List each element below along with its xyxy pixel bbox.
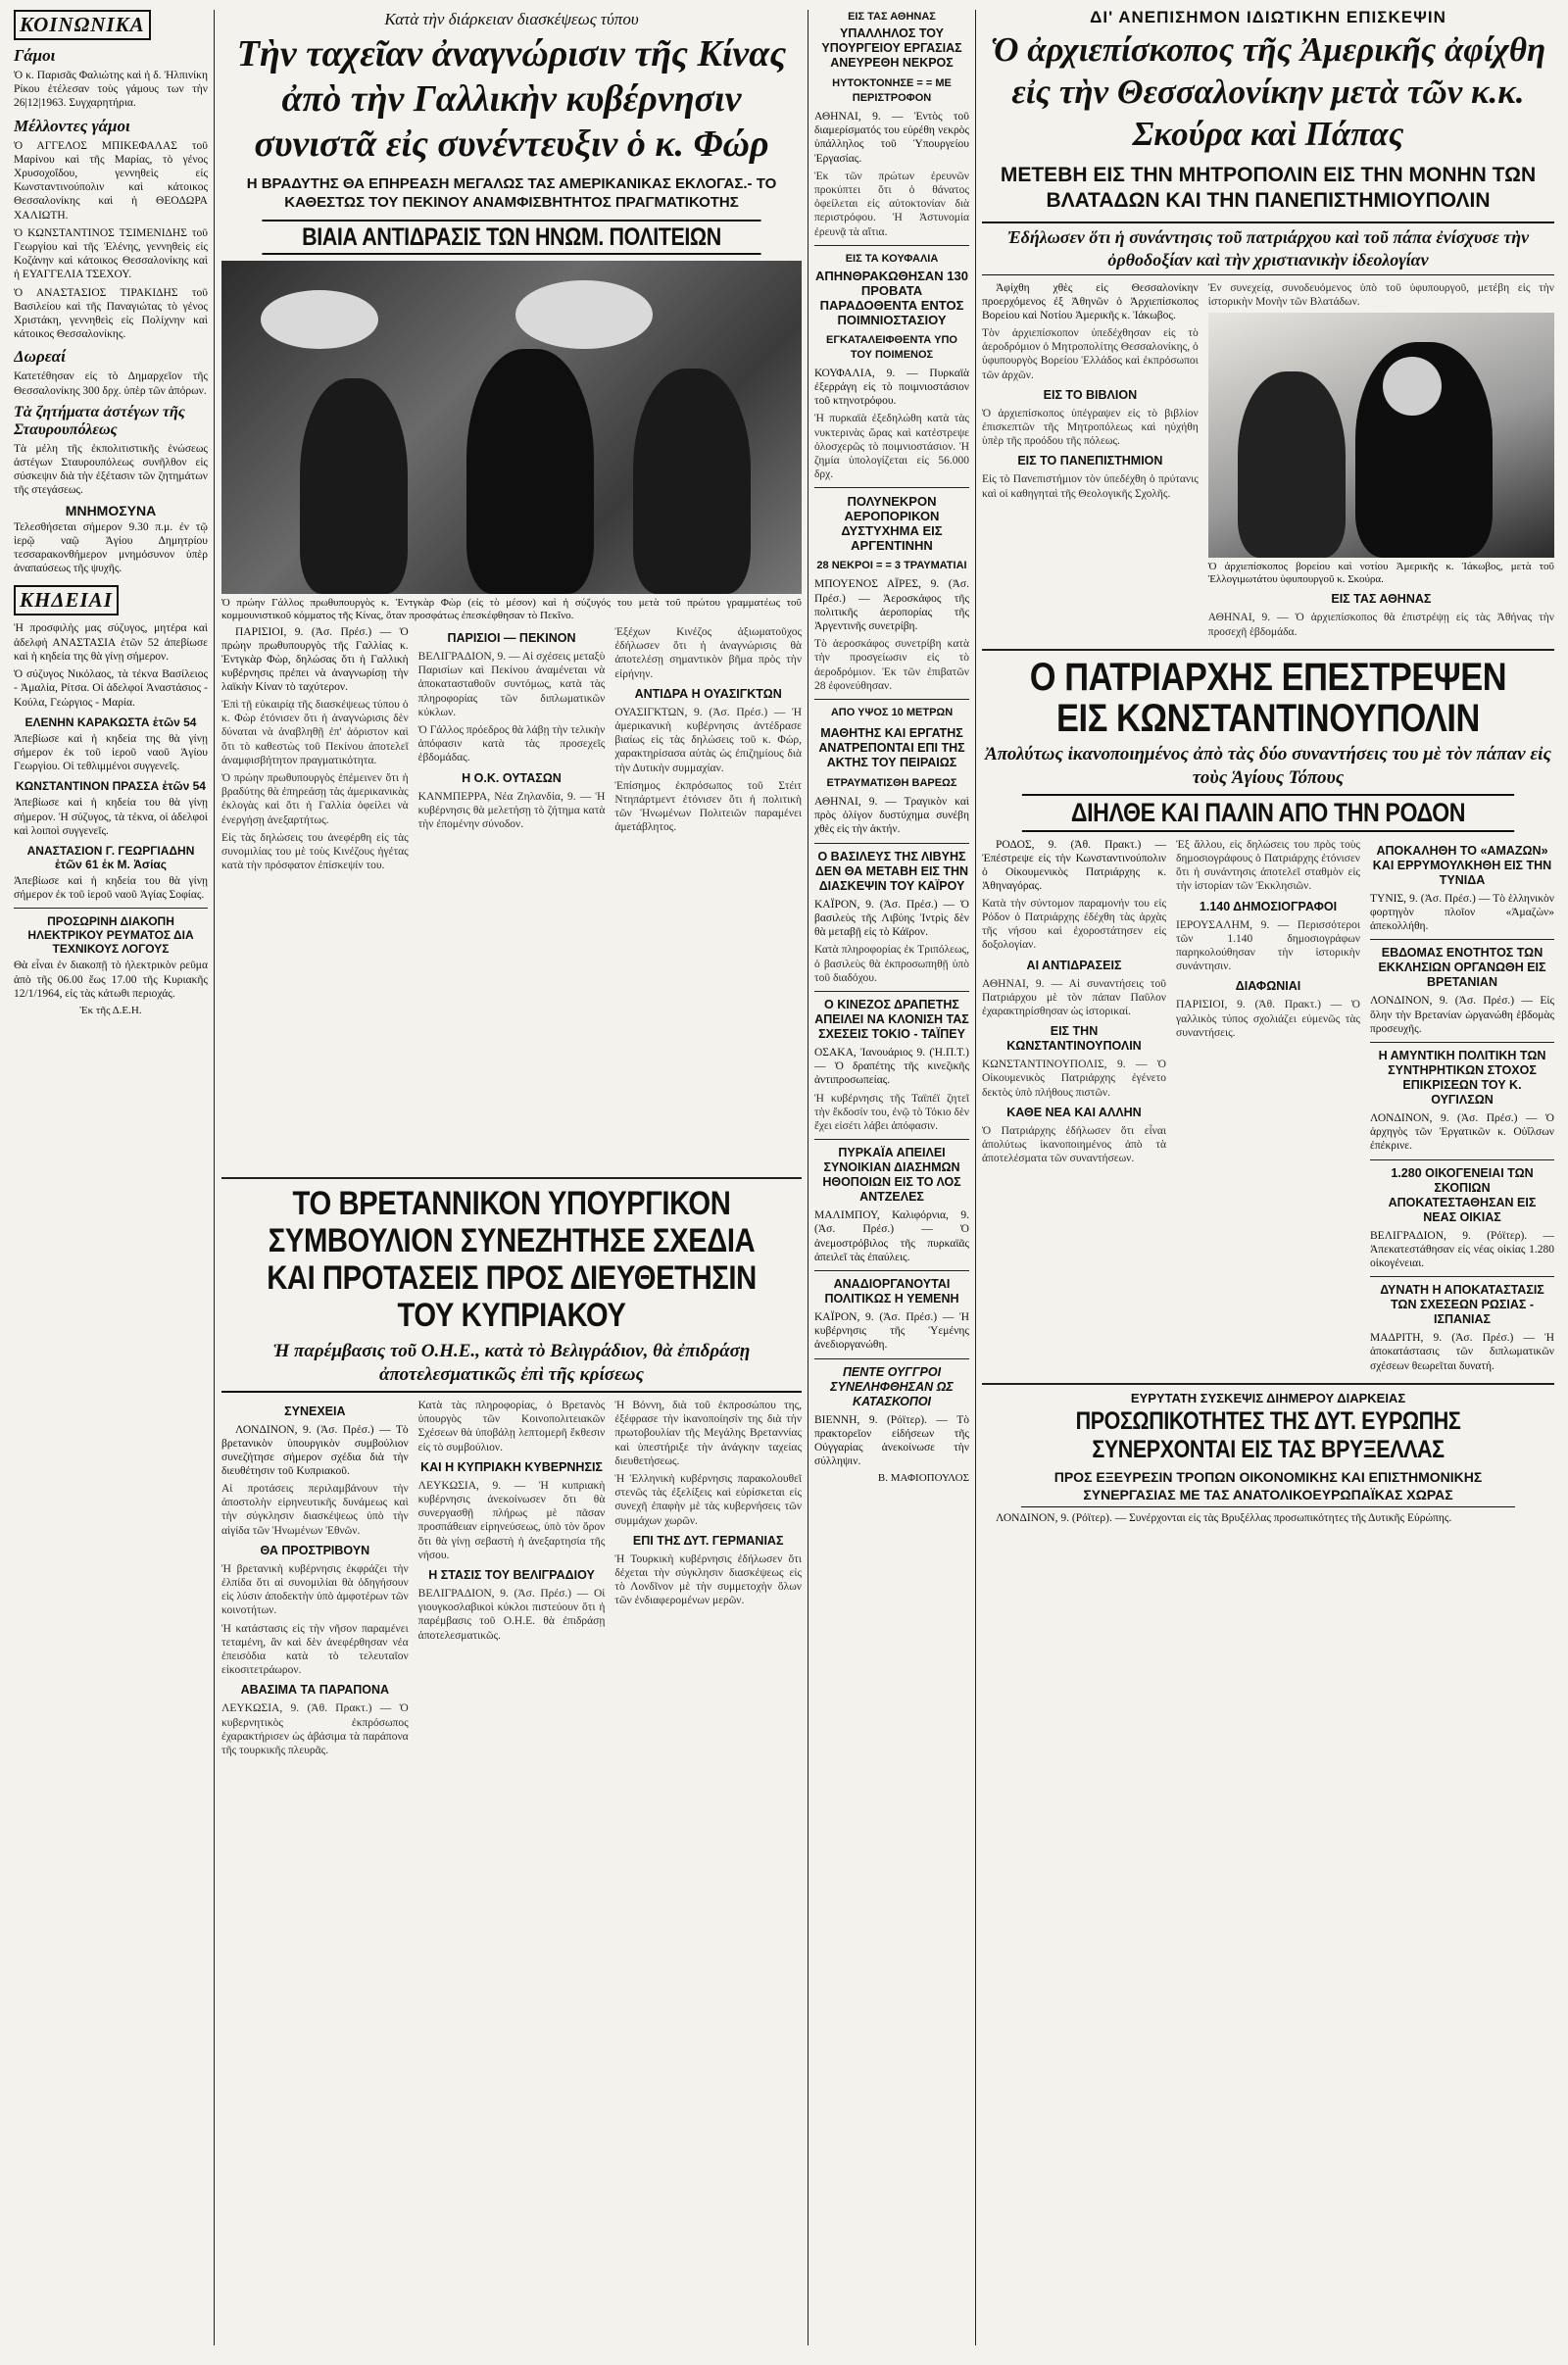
heading-athinai: ΕΙΣ ΤΑΣ ΑΘΗΝΑΣ [1331, 592, 1432, 607]
section-title-social: ΚΟΙΝΩΝΙΚΑ [14, 10, 151, 40]
amyntiki-headline: Η ΑΜΥΝΤΙΚΗ ΠΟΛΙΤΙΚΗ ΤΩΝ ΣΥΝΤΗΡΗΤΙΚΩΝ ΣΤΟΧΟΣ ΕΠΙΚΡΙΣΕΩΝ ΤΟΥ Κ. ΟΥΓΙΛΣΩΝ [1378, 1049, 1546, 1108]
cyprus-col-c: Ἡ Βόννη, διὰ τοῦ ἐκπροσώπου της, ἐξέφρασε τὴν ἱκανοποίησίν της διὰ τὴν πρωτοβουλίαν τῆς Μεγάλης Βρεταννίας καὶ ὑπεστήριξε τὴν ἀνάγκην ταχείας διευθετήσεως. Ἡ Ἑλληνικὴ κυβέρνησις παρακολουθεῖ στενῶς τὰς ἐξελίξεις καὶ εὑρίσκεται εἰς συνεχῆ ἐπαφὴν μὲ τὰς κυβερνήσεις τῶν συμμάχων χωρῶν. ΕΠΙ ΤΗΣ ΔΥΤ. ΓΕΡΜΑΝΙΑΣ Ἡ Τουρκικὴ κυβέρνησις ἐδήλωσεν ὅτι δέχεται τὴν σύγκλησιν διασκέψεως εἰς τὸ Λονδῖνον μὲ τὴν συμμετοχὴν ὅλων τῶν ἐνδιαφερομένων μερῶν. [614, 1400, 802, 1607]
heading-electric: ΠΡΟΣΩΡΙΝΗ ΔΙΑΚΟΠΗ ΗΛΕΚΤΡΙΚΟΥ ΡΕΥΜΑΤΟΣ ΔΙΑ ΤΕΧΝΙΚΟΥΣ ΛΟΓΟΥΣ [27, 914, 194, 957]
amazon-paragraph: ΤΥΝΙΣ, 9. (Ἀσ. Πρέσ.) — Τὸ ἑλληνικὸν φορτηγὸν πλοῖον «Ἀμαζὼν» ἀπεκολλήθη. [1370, 892, 1554, 933]
russia-paragraph: ΜΑΔΡΙΤΗ, 9. (Ἀσ. Πρέσ.) — Ἡ ἀποκατάστασις τῶν διπλωματικῶν σχέσεων θεωρεῖται δυνατή. [1370, 1332, 1554, 1372]
amyntiki-paragraph: ΛΟΝΔΙΝΟΝ, 9. (Ἀσ. Πρέσ.) — Ὁ ἀρχηγὸς τῶν Ἐργατικῶν κ. Οὐΐλσων ἐπέκρινε. [1370, 1112, 1554, 1153]
church-col-a: Ἀφίχθη χθὲς εἰς Θεσσαλονίκην προερχόμενος ἐξ Ἀθηνῶν ὁ Ἀρχιεπίσκοπος Βορείου καὶ Νοτίου Ἀμερικῆς κ. Ἰάκωβος. Τὸν ἀρχιεπίσκοπον ὑπεδέχθησαν εἰς τὸ ἀεροδρόμιον ὁ Μητροπολίτης Θεσσαλονίκης, ὁ ὑφυπουργὸς Βορείου Ἑλλάδος καὶ ἐκπρόσωποι τῶν ἀρχῶν. ΕΙΣ ΤΟ ΒΙΒΛΙΟΝ Ὁ ἀρχιεπίσκοπος ὑπέγραψεν εἰς τὸ βιβλίον ἐπισκεπτῶν τῆς Μητροπόλεως καὶ ηὐχήθη ὑπὲρ τῆς προόδου τῆς πόλεως. ΕΙΣ ΤΟ ΠΑΝΕΠΙΣΤΗΜΙΟΝ Εἰς τὸ Πανεπιστήμιον τὸν ὑπεδέχθη ὁ πρύτανις καὶ οἱ καθηγηταὶ τῆς Θεολογικῆς Σχολῆς. [982, 282, 1199, 500]
china-col-b: ΠΑΡΙΣΙΟΙ — ΠΕΚΙΝΟΝ ΒΕΛΙΓΡΑΔΙΟΝ, 9. — Αἱ σχέσεις μεταξὺ Παρισίων καὶ Πεκίνου ἀναμένεται νὰ ἀποκατασταθοῦν συντόμως, κατὰ τὰς πληροφορίας τῶν διπλωματικῶν κύκλων. Ὁ Γάλλος πρόεδρος θὰ λάβῃ τὴν τελικὴν ἀπόφασιν κατὰ τὰς προσεχεῖς ἑβδομάδας. Η Ο.Κ. ΟΥΤΑΣΩΝ ΚΑΝΜΠΕΡΡΑ, Νέα Ζηλανδία, 9. — Ἡ κυβέρνησις θὰ μελετήσῃ τὸ ζήτημα κατὰ τὴν ἐπομένην σύνοδον. [417, 631, 606, 831]
heading-stavroupolis: Τὰ ζητήματα ἀστέγων τῆς Σταυρουπόλεως [14, 403, 185, 438]
brief-subhead: ΕΤΡΑΥΜΑΤΙΣΘΗ ΒΑΡΕΩΣ [826, 777, 957, 790]
social-paragraph: Ὁ ΑΓΓΕΛΟΣ ΜΠΙΚΕΦΑΛΑΣ τοῦ Μαρίνου καὶ τῆς Μαρίας, τὸ γένος Χρυσοχοΐδου, γεννηθεὶς εἰς Κωνσταντινούπολιν καὶ κάτοικος Θεσσαλονίκης καὶ ἡ ΘΕΟΔΩΡΑ ΧΑΛΙΩΤΗ. [14, 139, 208, 222]
archbishop-photo-caption: Ὁ ἀρχιεπίσκοπος βορείου καὶ νοτίου Ἀμερικῆς κ. Ἰάκωβος, μετὰ τοῦ Ἐλλογιμωτάτου ὑφυπουργοῦ κ. Σκούρα. [1207, 561, 1554, 586]
divider [1370, 939, 1554, 940]
column-china-story [221, 10, 802, 1161]
heading-ottawa: Η Ο.Κ. ΟΥΤΑΣΩΝ [462, 770, 562, 785]
social-paragraph: Τὰ μέλη τῆς ἐκπολιτιστικῆς ἑνώσεως ἀστέγων Σταυρουπόλεως συνῆλθον εἰς σύσκεψιν διὰ τὴν ἐξέτασιν τῶν ζητημάτων τῆς στεγάσεως. [14, 442, 208, 497]
brief-subhead: 28 ΝΕΚΡΟΙ = = 3 ΤΡΑΥΜΑΤΙΑΙ [816, 560, 967, 572]
heading-dorea: Δωρεαί [14, 347, 66, 367]
heading-gamoi: Γάμοι [14, 46, 56, 65]
funeral-name: ΚΩΝΣΤΑΝΤΙΝΟΝ ΠΡΑΣΣΑ ἐτῶν 54 [16, 779, 206, 794]
funeral-name: ΑΝΑΣΤΑΣΙΟΝ Γ. ΓΕΩΡΓΙΑΔΗΝ ἐτῶν 61 ἐκ Μ. Ἀσίας [26, 843, 195, 871]
brief-paragraph: ΚΑΪΡΟΝ, 9. (Ἀσ. Πρέσ.) — Ὁ βασιλεὺς τῆς Λιβύης Ἰντρὶς δὲν θὰ μεταβῇ εἰς τὸ Κάϊρον. [814, 898, 969, 939]
brief-paragraph: ΜΑΛΙΜΠΟΥ, Καλιφόρνια, 9. (Ἀσ. Πρέσ.) — Ὁ ἀνεμοστρόβιλος τῆς πυρκαϊᾶς ἀπειλεῖ τὰς ἐπαύλεις. [814, 1209, 969, 1263]
column-church-story [982, 10, 1554, 2345]
signature: Β. ΜΑΦΙΟΠΟΥΛΟΣ [877, 1472, 969, 1485]
brief-headline: ΜΑΘΗΤΗΣ ΚΑΙ ΕΡΓΑΤΗΣ ΑΝΑΤΡΕΠΟΝΤΑΙ ΕΠΙ ΤΗΣ ΑΚΤΗΣ ΤΟΥ ΠΕΙΡΑΙΩΣ [818, 726, 965, 770]
brief-paragraph: ΑΘΗΝΑΙ, 9. — Ἐντὸς τοῦ διαμερίσματός του εὑρέθη νεκρὸς ὑπάλληλος τοῦ Ὑπουργείου Ἐργασίας. [814, 111, 969, 165]
divider [814, 699, 969, 700]
funeral-paragraph: Ὁ σύζυγος Νικόλαος, τὰ τέκνα Βασίλειος - Ἀμαλία, Ρίτσα. Οἱ ἀδελφοί Ἀναστάσιος - Κούλα, Γεώργιος - Μαρία. [14, 668, 208, 709]
social-paragraph: Τελεσθήσεται σήμερον 9.30 π.μ. ἐν τῷ ἱερῷ ναῷ Ἁγίου Δημητρίου τεσσαρακονθήμερον μνημόσυνον ὑπὲρ ἀναπαύσεως τῆς ψυχῆς. [14, 520, 208, 575]
china-dateline: ΠΑΡΙΣΙΟΙ, 9. (Ἀσ. Πρέσ.) — Ὁ πρώην πρωθυπουργὸς τῆς Γαλλίας κ. Ἐντγκὰρ Φὼρ, δηλώσας ὅτι ἡ Γαλλικὴ κυβέρνησις πρέπει νὰ ἀναγνωρίσῃ τὴν λαϊκὴν Κίναν τὸ ταχύτερον. [221, 626, 409, 693]
amazon-headline: ΑΠΟΚΑΛΗΘΗ ΤΟ «ΑΜΑΖΩΝ» ΚΑΙ ΕΡΡΥΜΟΥΛΚΗΘΗ ΕΙΣ ΤΗΝ ΤΥΝΙΔΑ [1372, 843, 1552, 887]
enotis-headline: ΕΒΔΟΜΑΣ ΕΝΟΤΗΤΟΣ ΤΩΝ ΕΚΚΛΗΣΙΩΝ ΟΡΓΑΝΩΘΗ ΕΙΣ ΒΡΕΤΑΝΙΑΝ [1378, 946, 1546, 990]
enotis-paragraph: ΛΟΝΔΙΝΟΝ, 9. (Ἀσ. Πρέσ.) — Εἰς ὅλην τὴν Βρετανίαν ὠργανώθη ἑβδομὰς προσευχῆς. [1370, 995, 1554, 1035]
divider [814, 245, 969, 246]
divider [814, 1139, 969, 1140]
heading-peking: ΠΑΡΙΣΙΟΙ — ΠΕΚΙΝΟΝ [447, 631, 576, 645]
brief-subhead: ΕΓΚΑΤΑΛΕΙΦΘΕΝΤΑ ΥΠΟ ΤΟΥ ΠΟΙΜΕΝΟΣ [826, 333, 957, 361]
heading-antidraseis: ΑΙ ΑΝΤΙΔΡΑΣΕΙΣ [1026, 958, 1122, 972]
heading-konst: ΕΙΣ ΤΗΝ ΚΩΝΣΤΑΝΤΙΝΟΥΠΟΛΙΝ [1006, 1024, 1142, 1054]
brief-paragraph: ΜΠΟΥΕΝΟΣ ΑΪΡΕΣ, 9. (Ἀσ. Πρέσ.) — Ἀεροσκάφος τῆς πολιτικῆς ἀεροπορίας τῆς Ἀργεντινῆς συνετρίβη. [814, 578, 969, 633]
families-paragraph: ΒΕΛΙΓΡΑΔΙΟΝ, 9. (Ρόϊτερ). — Ἀπεκατεστάθησαν εἰς νέας οἰκίας 1.280 οἰκογένειαι. [1370, 1229, 1554, 1270]
archbishop-deck: Ἐδήλωσεν ὅτι ἡ συνάντησις τοῦ πατριάρχου καὶ τοῦ πάπα ἐνίσχυσε τὴν ὀρθοδοξίαν καὶ τὴν χριστιανικὴν ἰδεολογίαν [982, 222, 1554, 275]
brief-paragraph: ΚΑΪΡΟΝ, 9. (Ἀσ. Πρέσ.) — Ἡ κυβέρνησις τῆς Ὑεμένης ἀνεδιοργανώθη. [814, 1310, 969, 1352]
brief-headline: ΥΠΑΛΛΗΛΟΣ ΤΟΥ ΥΠΟΥΡΓΕΙΟΥ ΕΡΓΑΣΙΑΣ ΑΝΕΥΡΕΘΗ ΝΕΚΡΟΣ [821, 26, 962, 70]
archbishop-kicker: ΔΙ' ΑΝΕΠΙΣΗΜΟΝ ΙΔΙΩΤΙΚΗΝ ΕΠΙΣΚΕΨΙΝ [1090, 10, 1446, 26]
archbishop-photo [1208, 313, 1554, 558]
cyprus-dateline: ΛΟΝΔΙΝΟΝ, 9. (Ἀσ. Πρέσ.) — Τὸ βρετανικὸν ὑπουργικὸν συμβούλιον συνεζήτησε σήμερον σχέδια διὰ τὴν διευθέτησιν τοῦ Κυπριακοῦ. [221, 1424, 409, 1477]
column-briefs: ΕΙΣ ΤΑΣ ΑΘΗΝΑΣ ΥΠΑΛΛΗΛΟΣ ΤΟΥ ΥΠΟΥΡΓΕΙΟΥ ΕΡΓΑΣΙΑΣ ΑΝΕΥΡΕΘΗ ΝΕΚΡΟΣ ΗΥΤΟΚΤΟΝΗΣΕ = = ΜΕ ΠΕΡΙΣΤΡΟΦΟΝ ΑΘΗΝΑΙ, 9. — Ἐντὸς τοῦ διαμερίσματός του εὑρέθη νεκρὸς ὑπάλληλος τοῦ Ὑπουργείου Ἐργασίας. Ἐκ τῶν πρώτων ἐρευνῶν προκύπτει ὅτι ὁ θάνατος ὀφείλεται εἰς αὐτοκτονίαν διὰ περιστρόφου. Ἡ Ἀστυνομία ἐρευνᾷ τὰ αἴτια. ΕΙΣ ΤΑ ΚΟΥΦΑΛΙΑ ΑΠΗΝΘΡΑΚΩΘΗΣΑΝ 130 ΠΡΟΒΑΤΑ ΠΑΡΑΔΟΘΕΝΤΑ ΕΝΤΟΣ ΠΟΙΜΝΙΟΣΤΑΣΙΟΥ ΕΓΚΑΤΑΛΕΙΦΘΕΝΤΑ ΥΠΟ ΤΟΥ ΠΟΙΜΕΝΟΣ ΚΟΥΦΑΛΙΑ, 9. — Πυρκαϊὰ ἐξερράγη εἰς τὸ ποιμνιοστάσιον τοῦ κτηνοτρόφου. Ἡ πυρκαϊὰ ἐξεδηλώθη κατὰ τὰς νυκτερινὰς ὥρας καὶ κατέστρεψε ὁλοσχερῶς τὸ ποιμνιοστάσιον. Ἡ ζημία ὑπολογίζεται εἰς 56.000 δρχ. ΠΟΛΥΝΕΚΡΟΝ ΑΕΡΟΠΟΡΙΚΟΝ ΔΥΣΤΥΧΗΜΑ ΕΙΣ ΑΡΓΕΝΤΙΝΗΝ 28 ΝΕΚΡΟΙ = = 3 ΤΡΑΥΜΑΤΙΑΙ ΜΠΟΥΕΝΟΣ ΑΪΡΕΣ, 9. (Ἀσ. Πρέσ.) — Ἀεροσκάφος τῆς πολιτικῆς ἀεροπορίας τῆς Ἀργεντινῆς συνετρίβη. Τὸ ἀεροσκάφος συνετρίβη κατὰ τὴν προσγείωσιν εἰς τὸ ἀεροδρόμιον. Ἐκ τῶν ἐπιβατῶν 28 ἐφονεύθησαν. ΑΠΟ ΥΨΟΣ 10 ΜΕΤΡΩΝ ΜΑΘΗΤΗΣ ΚΑΙ ΕΡΓΑΤΗΣ ΑΝΑΤΡΕΠΟΝΤΑΙ ΕΠΙ ΤΗΣ ΑΚΤΗΣ ΤΟΥ ΠΕΙΡΑΙΩΣ ΕΤΡΑΥΜΑΤΙΣΘΗ ΒΑΡΕΩΣ ΑΘΗΝΑΙ, 9. — Τραγικὸν καὶ πρὸς ὀλίγον δυστύχημα συνέβη χθὲς εἰς τὴν ἀκτήν. Ο ΒΑΣΙΛΕΥΣ ΤΗΣ ΛΙΒΥΗΣ ΔΕΝ ΘΑ ΜΕΤΑΒΗ ΕΙΣ ΤΗΝ ΔΙΑΣΚΕΨΙΝ ΤΟΥ ΚΑΪΡΟΥ ΚΑΪΡΟΝ, 9. (Ἀσ. Πρέσ.) — Ὁ βασιλεὺς τῆς Λιβύης Ἰντρὶς δὲν θὰ μεταβῇ εἰς τὸ Κάϊρον. Κατὰ πληροφορίας ἐκ Τριπόλεως, ὁ βασιλεὺς θὰ ἐκπροσωπηθῇ ὑπὸ τοῦ διαδόχου. Ο ΚΙΝΕΖΟΣ ΔΡΑΠΕΤΗΣ ΑΠΕΙΛΕΙ ΝΑ ΚΛΟΝΙΣΗ ΤΑΣ ΣΧΕΣΕΙΣ ΤΟΚΙΟ - ΤΑΪΠΕΥ ΟΣΑΚΑ, Ἰανουάριος 9. (Ἡ.Π.Τ.) — Ὁ δραπέτης τῆς κινεζικῆς ἀντιπροσωπείας. Ἡ κυβέρνησις τῆς Ταϊπέϊ ζητεῖ τὴν ἔκδοσίν του, ἐνῷ τὸ Τόκιο δὲν ἔχει εἰσέτι λάβει ἀπόφασιν. ΠΥΡΚΑΪΑ ΑΠΕΙΛΕΙ ΣΥΝΟΙΚΙΑΝ ΔΙΑΣΗΜΩΝ ΗΘΟΠΟΙΩΝ ΕΙΣ ΤΟ ΛΟΣ ΑΝΤΖΕΛΕΣ ΜΑΛΙΜΠΟΥ, Καλιφόρνια, 9. (Ἀσ. Πρέσ.) — Ὁ ἀνεμοστρόβιλος τῆς πυρκαϊᾶς ἀπειλεῖ τὰς ἐπαύλεις. ΑΝΑΔΙΟΡΓΑΝΟΥΤΑΙ ΠΟΛΙΤΙΚΩΣ Η ΥΕΜΕΝΗ ΚΑΪΡΟΝ, 9. (Ἀσ. Πρέσ.) — Ἡ κυβέρνησις τῆς Ὑεμένης ἀνεδιοργανώθη. ΠΕΝΤΕ ΟΥΓΓΡΟΙ ΣΥΝΕΛΗΦΘΗΣΑΝ ΩΣ ΚΑΤΑΣΚΟΠΟΙ ΒΙΕΝΝΗ, 9. (Ρόϊτερ). — Τὸ πρακτορεῖον εἰδήσεων τῆς Οὐγγαρίας ἀνεκοίνωσε τὴν σύλληψιν. Β. ΜΑΦΙΟΠΟΥΛΟΣ [814, 11, 969, 1485]
heading-washington: ΑΝΤΙΔΡΑ Η ΟΥΑΣΙΓΚΤΩΝ [634, 686, 782, 701]
china-col-a: ΠΑΡΙΣΙΟΙ, 9. (Ἀσ. Πρέσ.) — Ὁ πρώην πρωθυπουργὸς τῆς Γαλλίας κ. Ἐντγκὰρ Φὼρ, δηλώσας ὅτι ἡ Γαλλικὴ κυβέρνησις πρέπει νὰ ἀναγνωρίσῃ τὴν λαϊκὴν Κίναν τὸ ταχύτερον. Ἐπὶ τῇ εὐκαιρίᾳ τῆς διασκέψεως τύπου ὁ κ. Φὼρ ἐτόνισεν ὅτι ἡ ἀναγνώρισις δὲν δύναται νὰ ἀναβληθῇ ἐπ' ἀόριστον καὶ ὅτι τὸ καθεστὼς τοῦ Πεκίνου ἀποτελεῖ ἀναμφισβήτητον πραγματικότητα. Ὁ πρώην πρωθυπουργὸς ἐπέμεινεν ὅτι ἡ βραδύτης θὰ ἐπηρεάσῃ τὰς ἀμερικανικὰς ἐκλογὰς καὶ ὅτι ἡ Γαλλία ὀφείλει νὰ ἐνεργήσῃ ἀνεξαρτήτως. Εἰς τὰς δηλώσεις του ἀνεφέρθη εἰς τὰς συνομιλίας του μὲ τοὺς Κινέζους ἡγέτας κατὰ τὴν πρόσφατον ἐπίσκεψίν του. [221, 626, 409, 872]
europe-kicker: ΕΥΡΥΤΑΤΗ ΣΥΣΚΕΨΙΣ ΔΙΗΜΕΡΟΥ ΔΙΑΡΚΕΙΑΣ [1130, 1390, 1406, 1405]
archbishop-paragraph: Ἀφίχθη χθὲς εἰς Θεσσαλονίκην προερχόμενος ἐξ Ἀθηνῶν ὁ Ἀρχιεπίσκοπος Βορείου καὶ Νοτίου Ἀμερικῆς κ. Ἰάκωβος. [982, 282, 1199, 321]
china-headline: Τὴν ταχεῖαν ἀναγνώρισιν τῆς Κίνας ἀπὸ τὴν Γαλλικὴν κυβέρνησιν συνιστᾶ εἰς συνέντευξιν ὁ κ. Φώρ [236, 33, 787, 165]
heading-allin: ΚΑΘΕ ΝΕΑ ΚΑΙ ΑΛΛΗΝ [1006, 1105, 1142, 1119]
social-paragraph: Ὁ ΚΩΝΣΤΑΝΤΙΝΟΣ ΤΣΙΜΕΝΙΔΗΣ τοῦ Γεωργίου καὶ τῆς Ἑλένης, γεννηθεὶς εἰς Κοζάνην καὶ κάτοικος Θεσσαλονίκης καὶ ἡ ΕΥΑΓΓΕΛΙΑ ΤΣΕΧΟΥ. [14, 226, 208, 281]
column-cyprus-story [221, 1171, 802, 2345]
social-paragraph: Κατετέθησαν εἰς τὸ Δημαρχεῖον τῆς Θεσσαλονίκης 300 δρχ. ὑπὲρ τῶν ἀπόρων. [14, 370, 208, 397]
heading-synexeia: ΣΥΝΕΧΕΙΑ [284, 1404, 346, 1418]
divider [221, 1177, 802, 1179]
brief-kicker: ΕΙΣ ΤΑ ΚΟΥΦΑΛΙΑ [845, 252, 939, 265]
heading-avasima: ΑΒΑΣΙΜΑ ΤΑ ΠΑΡΑΠΟΝΑ [240, 1683, 390, 1698]
heading-stasi: Η ΣΤΑΣΙΣ ΤΟΥ ΒΕΛΙΓΡΑΔΙΟΥ [428, 1568, 595, 1583]
brief-kicker: ΕΙΣ ΤΑΣ ΑΘΗΝΑΣ [848, 11, 936, 23]
cyprus-col-b: Κατὰ τὰς πληροφορίας, ὁ Βρετανὸς ὑπουργὸς τῶν Κοινοπολιτειακῶν Σχέσεων θὰ ὑποβάλῃ λεπτομερῆ ἔκθεσιν εἰς τὸ συμβούλιον. ΚΑΙ Η ΚΥΠΡΙΑΚΗ ΚΥΒΕΡΝΗΣΙΣ ΛΕΥΚΩΣΙΑ, 9. — Ἡ κυπριακὴ κυβέρνησις ἀνεκοίνωσεν ὅτι θὰ συνεργασθῇ πλήρως μὲ πᾶσαν προσπάθειαν εἰρηνεύσεως, ὑπὸ τὸν ὅρον ὅτι θὰ γίνῃ σεβαστὴ ἡ ἀνεξαρτησία τῆς νήσου. Η ΣΤΑΣΙΣ ΤΟΥ ΒΕΛΙΓΡΑΔΙΟΥ ΒΕΛΙΓΡΑΔΙΟΝ, 9. (Ἀσ. Πρέσ.) — Οἱ γιουγκοσλαβικοὶ κύκλοι πιστεύουν ὅτι ἡ παρέμβασις τοῦ Ο.Η.Ε. θὰ ἐπιδράσῃ ἀποτελεσματικῶς. [417, 1400, 606, 1642]
divider [814, 1270, 969, 1271]
patriarch-paragraph: ΡΟΔΟΣ, 9. (Ἀθ. Πρακτ.) — Ἐπέστρεψε εἰς τὴν Κωνσταντινούπολιν ὁ Οἰκουμενικὸς Πατριάρχης κ. Ἀθηναγόρας. [982, 838, 1166, 892]
heading-kyvernisi: ΚΑΙ Η ΚΥΠΡΙΑΚΗ ΚΥΒΕΡΝΗΣΙΣ [420, 1459, 603, 1474]
brief-headline: ΠΥΡΚΑΪΑ ΑΠΕΙΛΕΙ ΣΥΝΟΙΚΙΑΝ ΔΙΑΣΗΜΩΝ ΗΘΟΠΟΙΩΝ ΕΙΣ ΤΟ ΛΟΣ ΑΝΤΖΕΛΕΣ [822, 1146, 961, 1205]
brief-headline: ΠΕΝΤΕ ΟΥΓΓΡΟΙ ΣΥΝΕΛΗΦΘΗΣΑΝ ΩΣ ΚΑΤΑΣΚΟΠΟΙ [830, 1364, 954, 1408]
brief-paragraph: ΑΘΗΝΑΙ, 9. — Τραγικὸν καὶ πρὸς ὀλίγον δυστύχημα συνέβη χθὲς εἰς τὴν ἀκτήν. [814, 796, 969, 836]
brief-kicker: ΑΠΟ ΥΨΟΣ 10 ΜΕΤΡΩΝ [830, 707, 954, 719]
foreign-col [1370, 838, 1554, 1377]
divider [982, 1383, 1554, 1385]
heading-panepistimio: ΕΙΣ ΤΟ ΠΑΝΕΠΙΣΤΗΜΙΟΝ [1017, 454, 1163, 468]
divider [814, 487, 969, 488]
families-headline: 1.280 ΟΙΚΟΓΕΝΕΙΑΙ ΤΩΝ ΣΚΟΠΙΩΝ ΑΠΟΚΑΤΕΣΤΑΘΗΣΑΝ ΕΙΣ ΝΕΑΣ ΟΙΚΙΑΣ [1388, 1165, 1537, 1224]
brief-headline: Ο ΚΙΝΕΖΟΣ ΔΡΑΠΕΤΗΣ ΑΠΕΙΛΕΙ ΝΑ ΚΛΟΝΙΣΗ ΤΑΣ ΣΧΕΣΕΙΣ ΤΟΚΙΟ - ΤΑΪΠΕΥ [814, 997, 969, 1041]
divider [814, 843, 969, 844]
rodos-bar: ΔΙΗΛΘΕ ΚΑΙ ΠΑΛΙΝ ΑΠΟ ΤΗΝ ΡΟΔΟΝ [1022, 794, 1514, 832]
column-rule [975, 10, 976, 2345]
patriarch-col-b: Ἐξ ἄλλου, εἰς δηλώσεις του πρὸς τοὺς δημοσιογράφους ὁ Πατριάρχης ἐτόνισεν ὅτι ἡ συνάντησις ἀποτελεῖ σταθμὸν εἰς τὴν ἱστορίαν τῶν Ἐκκλησιῶν. 1.140 ΔΗΜΟΣΙΟΓΡΑΦΟΙ ΙΕΡΟΥΣΑΛΗΜ, 9. — Περισσότεροι τῶν 1.140 δημοσιογράφων παρηκολούθησαν τὴν ἱστορικὴν συνάντησιν. ΔΙΑΦΩΝΙΑΙ ΠΑΡΙΣΙΟΙ, 9. (Ἀθ. Πρακτ.) — Ὁ γαλλικὸς τύπος σχολιάζει εὐμενῶς τὰς συναντήσεις. [1176, 838, 1360, 1039]
funeral-paragraph: Ἀπεβίωσε καὶ ἡ κηδεία της θὰ γίνῃ σήμερον ἐκ τοῦ ἱεροῦ ναοῦ Ἁγίου Γεωργίου. Οἱ τεθλιμμένοι συγγενεῖς. [14, 732, 208, 773]
patriarch-headline: Ο ΠΑΤΡΙΑΡΧΗΣ ΕΠΕΣΤΡΕΨΕΝ ΕΙΣ ΚΩΝΣΤΑΝΤΙΝΟΥΠΟΛΙΝ [1029, 655, 1507, 740]
photo-caption: Ὁ πρώην Γάλλος πρωθυπουργὸς κ. Ἐντγκὰρ Φὼρ (εἰς τὸ μέσον) καὶ ἡ σύζυγός του μετὰ τοῦ πρώτου γραμματέως τοῦ κομμουνιστικοῦ κόμματος τῆς Κίνας, ὅταν προσφάτως ἐπεσκέφθησαν τὸ Πεκῖνο. [221, 597, 802, 621]
china-bar-headline: ΒΙΑΙΑ ΑΝΤΙΔΡΑΣΙΣ ΤΩΝ ΗΝΩΜ. ΠΟΛΙΤΕΙΩΝ [262, 220, 760, 255]
funeral-paragraph: Ἀπεβίωσε καὶ ἡ κηδεία του θὰ γίνῃ σήμερον ἐκ τοῦ ἱεροῦ ναοῦ Ἁγίας Σοφίας. [14, 874, 208, 902]
archbishop-subhead: ΜΕΤΕΒΗ ΕΙΣ ΤΗΝ ΜΗΤΡΟΠΟΛΙΝ ΕΙΣ ΤΗΝ ΜΟΝΗΝ ΤΩΝ ΒΛΑΤΑΔΩΝ ΚΑΙ ΤΗΝ ΠΑΝΕΠΙΣΤΗΜΙΟΥΠΟΛΙΝ [1000, 164, 1537, 212]
brief-headline: ΠΟΛΥΝΕΚΡΟΝ ΑΕΡΟΠΟΡΙΚΟΝ ΔΥΣΤΥΧΗΜΑ ΕΙΣ ΑΡΓΕΝΤΙΝΗΝ [841, 494, 943, 554]
archbishop-headline: Ὁ ἀρχιεπίσκοπος τῆς Ἀμερικῆς ἀφίχθη εἰς τὴν Θεσσαλονίκην μετὰ τῶν κ.κ. Σκούρα καὶ Πάπας [990, 30, 1546, 153]
china-col-c: Ἐξέχων Κινέζος ἀξιωματοῦχος ἐδήλωσεν ὅτι ἡ ἀναγνώρισις θὰ ἀποτελέσῃ σημαντικὸν βῆμα πρὸς τὴν εἰρήνην. ΑΝΤΙΔΡΑ Η ΟΥΑΣΙΓΚΤΩΝ ΟΥΑΣΙΓΚΤΩΝ, 9. (Ἀσ. Πρέσ.) — Ἡ ἀμερικανικὴ κυβέρνησις ἀντέδρασε βιαίως εἰς τὰς δηλώσεις τοῦ κ. Φώρ, χαρακτηρίσασα αὐτὰς ὡς ἐπιζημίους διὰ τὴν Δυτικὴν συμμαχίαν. Ἐπίσημος ἐκπρόσωπος τοῦ Στέιτ Ντηπάρτμεντ ἐτόνισεν ὅτι ἡ πολιτικὴ τῶν Ἡνωμένων Πολιτειῶν παραμένει ἀμετάβλητος. [614, 626, 802, 834]
divider [814, 991, 969, 992]
brief-headline: ΑΠΗΝΘΡΑΚΩΘΗΣΑΝ 130 ΠΡΟΒΑΤΑ ΠΑΡΑΔΟΘΕΝΤΑ ΕΝΤΟΣ ΠΟΙΜΝΙΟΣΤΑΣΙΟΥ [815, 268, 968, 327]
cyprus-col-a: ΣΥΝΕΧΕΙΑ ΛΟΝΔΙΝΟΝ, 9. (Ἀσ. Πρέσ.) — Τὸ βρετανικὸν ὑπουργικὸν συμβούλιον συνεζήτησε σήμερον σχέδια διὰ τὴν διευθέτησιν τοῦ Κυπριακοῦ. Αἱ προτάσεις περιλαμβάνουν τὴν ἀποστολὴν εἰρηνευτικῆς δυνάμεως καὶ τὴν σύγκλησιν διασκέψεως ὑπὸ τὴν αἰγίδα τῶν Ἡνωμένων Ἐθνῶν. ΘΑ ΠΡΟΣΤΡΙΒΟΥΝ Ἡ βρετανικὴ κυβέρνησις ἐκφράζει τὴν ἐλπίδα ὅτι αἱ συνομιλίαι θὰ ὁδηγήσουν εἰς λύσιν ἀποδεκτὴν ὑπὸ ἀμφοτέρων τῶν κοινοτήτων. Ἡ κατάστασις εἰς τὴν νῆσον παραμένει τεταμένη, ἂν καὶ δὲν ἀνεφέρθησαν νέα ἐπεισόδια κατὰ τὸ τελευταῖον εἰκοσιτετράωρον. ΑΒΑΣΙΜΑ ΤΑ ΠΑΡΑΠΟΝΑ ΛΕΥΚΩΣΙΑ, 9. (Ἀθ. Πρακτ.) — Ὁ κυβερνητικὸς ἐκπρόσωπος ἐχαρακτήρισεν ὡς ἀβάσιμα τὰ παράπονα τῆς τουρκικῆς πλευρᾶς. [221, 1404, 409, 1757]
europe-paragraph: ΛΟΝΔΙΝΟΝ, 9. (Ρόϊτερ). — Συνέρχονται εἰς τὰς Βρυξέλλας προσωπικότητες τῆς Δυτικῆς Εὐρώπης. [996, 1511, 1452, 1524]
church-col-b: Ἐν συνεχείᾳ, συνοδευόμενος ὑπὸ τοῦ ὑφυπουργοῦ, μετέβη εἰς τὴν ἱστορικὴν Μονὴν τῶν Βλατάδων. Ὁ ἀρχιεπίσκοπος βορείου καὶ νοτίου Ἀμερικῆς κ. Ἰάκωβος, μετὰ τοῦ Ἐλλογιμωτάτου ὑφυπουργοῦ κ. Σκούρα. ΕΙΣ ΤΑΣ ΑΘΗΝΑΣ ΑΘΗΝΑΙ, 9. — Ὁ ἀρχιεπίσκοπος θὰ ἐπιστρέψῃ εἰς τὰς Ἀθήνας τὴν προσεχῆ ἑβδομάδα. [1207, 282, 1554, 638]
divider [1370, 1159, 1554, 1160]
brief-headline: ΑΝΑΔΙΟΡΓΑΝΟΥΤΑΙ ΠΟΛΙΤΙΚΩΣ Η ΥΕΜΕΝΗ [824, 1276, 959, 1306]
brief-paragraph: ΟΣΑΚΑ, Ἰανουάριος 9. (Ἡ.Π.Τ.) — Ὁ δραπέτης τῆς κινεζικῆς ἀντιπροσωπείας. [814, 1046, 969, 1087]
brief-subhead: ΗΥΤΟΚΤΟΝΗΣΕ = = ΜΕ ΠΕΡΙΣΤΡΟΦΟΝ [832, 77, 952, 104]
funeral-paragraph: Ἡ προσφιλὴς μας σύζυγος, μητέρα καὶ ἀδελφή ΑΝΑΣΤΑΣΙΑ ἐτῶν 52 ἀπεβίωσε καὶ ἡ κηδεία της θὰ γίνῃ σήμερον. [14, 622, 208, 663]
cyprus-deck: Ἡ παρέμβασις τοῦ Ο.Η.Ε., κατὰ τὸ Βελιγράδιον, θὰ ἐπιδράσῃ ἀποτελεσματικῶς ἐπὶ τῆς κρίσεως [221, 1340, 802, 1393]
heading-diafonia: ΔΙΑΦΩΝΙΑΙ [1235, 979, 1301, 994]
europe-headline: ΠΡΟΣΩΠΙΚΟΤΗΤΕΣ ΤΗΣ ΔΥΤ. ΕΥΡΩΠΗΣ ΣΥΝΕΡΧΟΝΤΑΙ ΕΙΣ ΤΑΣ ΒΡΥΞΕΛΛΑΣ [1075, 1406, 1461, 1463]
section-title-funerals: ΚΗΔΕΙΑΙ [14, 585, 119, 616]
funeral-paragraph: Ἀπεβίωσε καὶ ἡ κηδεία του θὰ γίνῃ σήμερον. Ἡ σύζυγος, τὰ τέκνα, οἱ ἀδελφοὶ καὶ λοιποὶ συγγενεῖς. [14, 797, 208, 837]
europe-subhead: ΠΡΟΣ ΕΞΕΥΡΕΣΙΝ ΤΡΟΠΩΝ ΟΙΚΟΝΟΜΙΚΗΣ ΚΑΙ ΕΠΙΣΤΗΜΟΝΙΚΗΣ ΣΥΝΕΡΓΑΣΙΑΣ ΜΕ ΤΑΣ ΑΝΑΤΟΛΙΚΟΕΥΡΩΠΑΪΚΑΣ ΧΩΡΑΣ [1021, 1468, 1515, 1507]
russia-headline: ΔΥΝΑΤΗ Η ΑΠΟΚΑΤΑΣΤΑΣΙΣ ΤΩΝ ΣΧΕΣΕΩΝ ΡΩΣΙΑΣ - ΙΣΠΑΝΙΑΣ [1380, 1283, 1544, 1327]
divider [1370, 1276, 1554, 1277]
column-rule [214, 10, 215, 2345]
heading-germania: ΕΠΙ ΤΗΣ ΔΥΤ. ΓΕΡΜΑΝΙΑΣ [632, 1533, 784, 1548]
column-social [14, 10, 208, 2345]
patriarch-col-a: ΡΟΔΟΣ, 9. (Ἀθ. Πρακτ.) — Ἐπέστρεψε εἰς τὴν Κωνσταντινούπολιν ὁ Οἰκουμενικὸς Πατριάρχης κ. Ἀθηναγόρας. Κατὰ τὴν σύντομον παραμονήν του εἰς Ρόδον ὁ Πατριάρχης ἐδέχθη τὰς ἀρχὰς τῆς νήσου καὶ ἐχοροστάτησεν εἰς δοξολογίαν. ΑΙ ΑΝΤΙΔΡΑΣΕΙΣ ΑΘΗΝΑΙ, 9. — Αἱ συναντήσεις τοῦ Πατριάρχου μὲ τὸν πάπαν Παῦλον ἐχαρακτηρίσθησαν ὡς ἱστορικαί. ΕΙΣ ΤΗΝ ΚΩΝΣΤΑΝΤΙΝΟΥΠΟΛΙΝ ΚΩΝΣΤΑΝΤΙΝΟΥΠΟΛΙΣ, 9. — Ὁ Οἰκουμενικὸς Πατριάρχης ἐγένετο δεκτὸς ὑπὸ πλήθους πιστῶν. ΚΑΘΕ ΝΕΑ ΚΑΙ ΑΛΛΗΝ Ὁ Πατριάρχης ἐδήλωσεν ὅτι εἶναι ἀπολύτως ἱκανοποιημένος ἀπὸ τὰ ἀποτελέσματα τῶν συναντήσεων. [982, 838, 1166, 1165]
cyprus-headline: ΤΟ ΒΡΕΤΑΝΝΙΚΟΝ ΥΠΟΥΡΓΙΚΟΝ ΣΥΜΒΟΥΛΙΟΝ ΣΥΝΕΖΗΤΗΣΕ ΣΧΕΔΙΑ ΚΑΙ ΠΡΟΤΑΣΕΙΣ ΠΡΟΣ ΔΙΕΥΘΕΤΗΣΙΝ ΤΟΥ ΚΥΠΡΙΑΚΟΥ [267, 1185, 757, 1334]
heading-mnimosyna: ΜΝΗΜΟΣΥΝΑ [65, 502, 157, 518]
divider [814, 1358, 969, 1359]
divider [982, 649, 1554, 651]
signature: Ἐκ τῆς Δ.Ε.Η. [79, 1004, 142, 1016]
heading-prostriveis: ΘΑ ΠΡΟΣΤΡΙΒΟΥΝ [260, 1543, 370, 1557]
patriarch-deck: Ἀπολύτως ἱκανοποιημένος ἀπὸ τὰς δύο συναντήσεις του μὲ τὸν πάπαν εἰς τοὺς Ἁγίους Τόπους [985, 743, 1551, 788]
china-subhead: Η ΒΡΑΔΥΤΗΣ ΘΑ ΕΠΗΡΕΑΣΗ ΜΕΓΑΛΩΣ ΤΑΣ ΑΜΕΡΙΚΑΝΙΚΑΣ ΕΚΛΟΓΑΣ.- ΤΟ ΚΑΘΕΣΤΩΣ ΤΟΥ ΠΕΚΙΝΟΥ ΑΝΑΜΦΙΣΒΗΤΗΤΟΣ ΠΡΑΓΜΑΤΙΚΟΤΗΣ [246, 175, 777, 211]
brief-headline: Ο ΒΑΣΙΛΕΥΣ ΤΗΣ ΛΙΒΥΗΣ ΔΕΝ ΘΑ ΜΕΤΑΒΗ ΕΙΣ ΤΗΝ ΔΙΑΣΚΕΨΙΝ ΤΟΥ ΚΑΪΡΟΥ [814, 849, 969, 893]
heading-dimosiografoi: 1.140 ΔΗΜΟΣΙΟΓΡΑΦΟΙ [1199, 899, 1338, 913]
china-kicker: Κατὰ τὴν διάρκειαν διασκέψεως τύπου [384, 10, 639, 28]
funeral-name: ΕΛΕΝΗΝ ΚΑΡΑΚΩΣΤΑ ἐτῶν 54 [24, 714, 197, 729]
electric-paragraph: Θὰ εἶναι ἐν διακοπῇ τὸ ἠλεκτρικὸν ρεῦμα ἀπὸ τῆς 06.00 ἕως 17.00 τῆς Κυριακῆς 12/1/1964, εἰς τὰς κάτωθι περιοχάς. [14, 960, 208, 1000]
heading-mellontes: Μέλλοντες γάμοι [14, 116, 130, 135]
brief-paragraph: ΚΟΥΦΑΛΙΑ, 9. — Πυρκαϊὰ ἐξερράγη εἰς τὸ ποιμνιοστάσιον τοῦ κτηνοτρόφου. [814, 367, 969, 408]
divider [14, 908, 208, 909]
divider [1370, 1042, 1554, 1043]
social-paragraph: Ὁ κ. Παρισᾶς Φαλιώτης καὶ ἡ δ. Ἠλπινίκη Ρίκου ἐτέλεσαν τοὺς γάμους των τὴν 26|12|1963. Συγχαρητήρια. [14, 70, 208, 110]
brief-paragraph: ΒΙΕΝΝΗ, 9. (Ρόϊτερ). — Τὸ πρακτορεῖον εἰδήσεων τῆς Οὐγγαρίας ἀνεκοίνωσε τὴν σύλληψιν. [814, 1413, 969, 1468]
heading-vivlion: ΕΙΣ ΤΟ ΒΙΒΛΙΟΝ [1043, 387, 1138, 402]
conference-photo [221, 261, 802, 594]
social-paragraph: Ὁ ΑΝΑΣΤΑΣΙΟΣ ΤΙΡΑΚΙΔΗΣ τοῦ Βασιλείου καὶ τῆς Παναγιώτας τὸ γένος Χριστάκη, γεννηθεὶς εἰς Πολίχνην καὶ κάτοικος Θεσσαλονίκης. [14, 286, 208, 341]
